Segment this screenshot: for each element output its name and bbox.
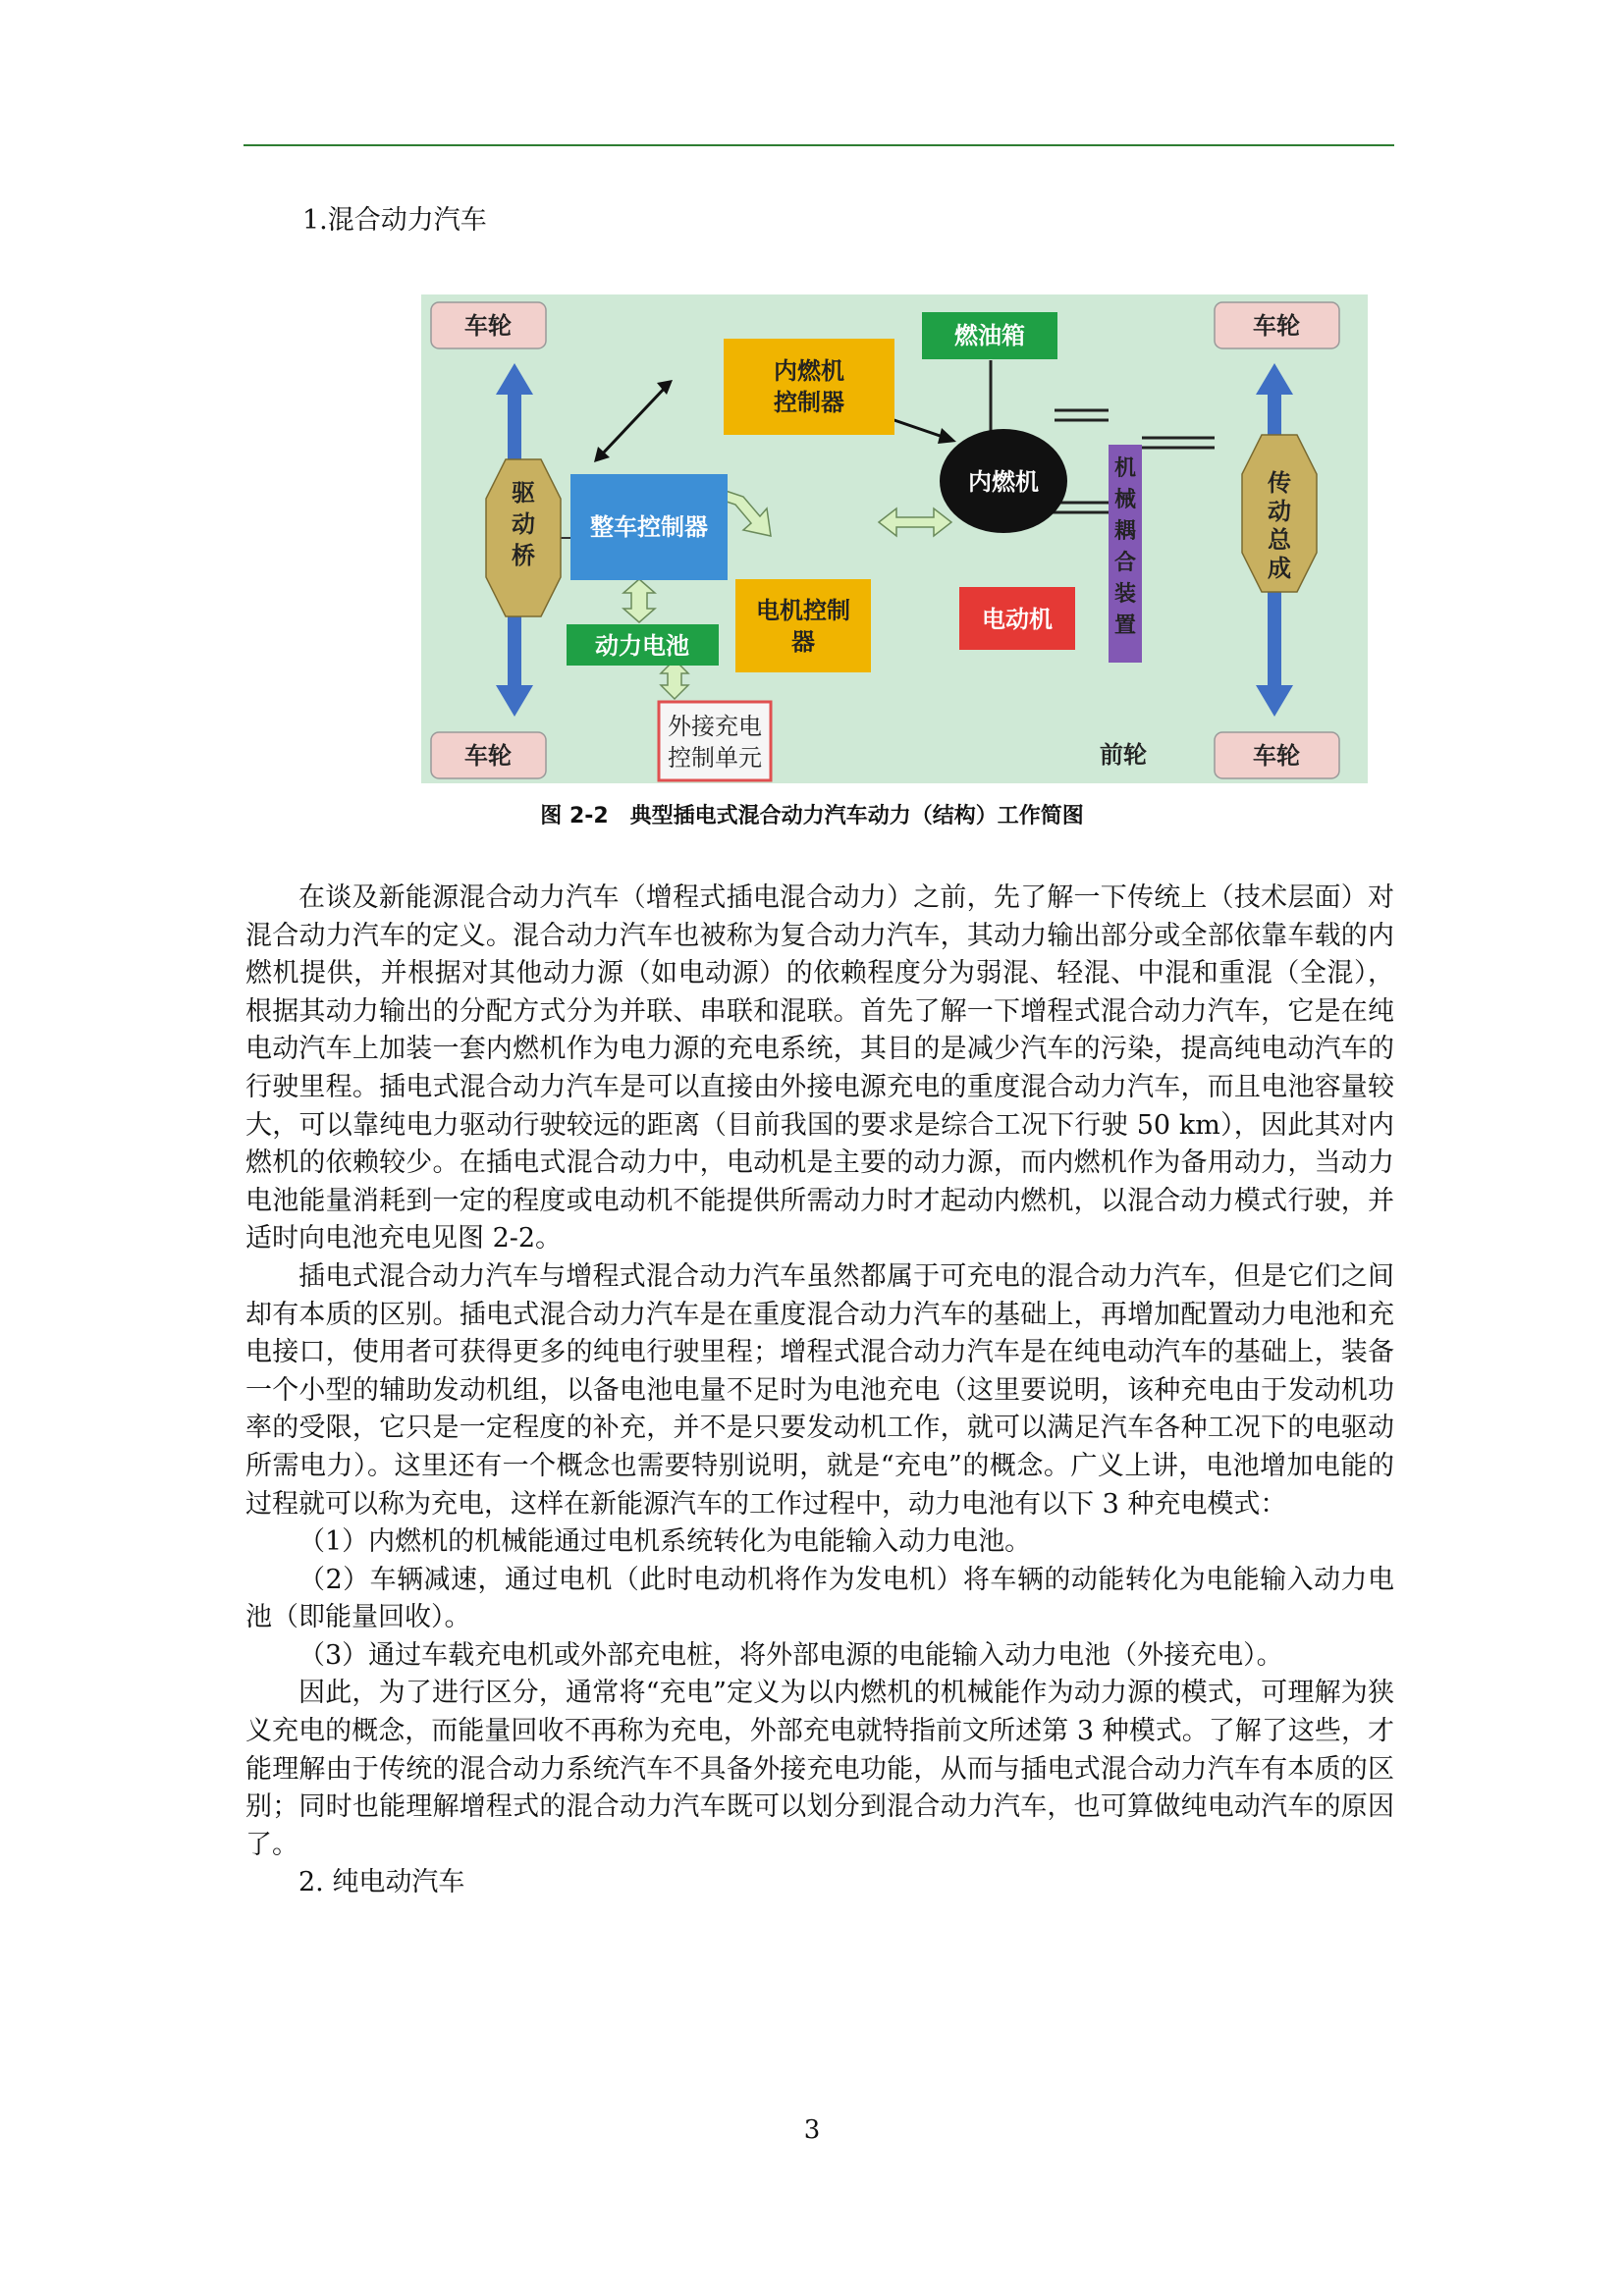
- wheel-bottom-left-label: 车轮: [464, 742, 512, 770]
- motor-controller-box: [735, 579, 871, 672]
- coupling-char-2: 械: [1113, 488, 1137, 512]
- figure-caption: 图 2-2 典型插电式混合动力汽车动力（结构）工作简图: [540, 804, 1084, 828]
- external-charge-label-2: 控制单元: [668, 744, 762, 772]
- subsection-heading: 2. 纯电动汽车: [298, 1867, 465, 1898]
- coupling-char-1: 机: [1113, 456, 1137, 481]
- transmission-char-3: 总: [1268, 526, 1291, 554]
- header-rule: [244, 144, 1394, 146]
- page-number: 3: [803, 2115, 821, 2145]
- ice-controller-label-1: 内燃机: [774, 357, 844, 385]
- vehicle-controller-label: 整车控制器: [590, 513, 708, 541]
- powertrain-diagram: [421, 294, 1368, 783]
- motor-controller-label-2: 器: [791, 628, 815, 656]
- ice-controller-label-2: 控制器: [774, 389, 844, 416]
- list-item: （1）内燃机的机械能通过电机系统转化为电能输入动力电池。: [298, 1526, 1032, 1558]
- transmission-char-2: 动: [1268, 498, 1291, 525]
- ice-label: 内燃机: [968, 468, 1039, 496]
- paragraph: 插电式混合动力汽车与增程式混合动力汽车虽然都属于可充电的混合动力汽车，但是它们之间却有本质的区别。插电式混合动力汽车是在重度混合动力汽车的基础上，再增加配置动力电池和充电接口，使用者可获得更多的纯电行驶里程；增程式混合动力汽车是在纯电动汽车的基础上，装备一个小型的辅助发动机组，以备电池电量不足时为电池充电（这里要说明，该种充电由于发动机功率的受限，它只是一定程度的补充，并不是只要发动机工作，就可以满足汽车各种工况下的电驱动所需电力）。这里还有一个概念也需要特别说明，就是“充电”的概念。广义上讲，电池增加电能的过程就可以称为充电，这样在新能源汽车的工作过程中，动力电池有以下 3 种充电模式：: [245, 1260, 1394, 1520]
- coupling-char-6: 置: [1113, 614, 1137, 638]
- coupling-char-4: 合: [1113, 551, 1137, 575]
- list-item: （3）通过车载充电机或外部充电桩，将外部电源的电能输入动力电池（外接充电）。: [298, 1639, 1283, 1671]
- drive-axle-char-1: 驱: [512, 479, 535, 507]
- battery-controller-arrow: [623, 579, 655, 622]
- wheel-top-right-label: 车轮: [1253, 312, 1300, 340]
- front-wheel-label: 前轮: [1100, 741, 1147, 769]
- battery-label: 动力电池: [595, 632, 689, 660]
- drive-axle-char-3: 桥: [512, 542, 535, 569]
- paragraph: 因此，为了进行区分，通常将“充电”定义为以内燃机的机械能作为动力源的模式，可理解为狭义充电的概念，而能量回收不再称为充电，外部充电就特指前文所述第 3 种模式。了解了这些，才能理解由于传统的混合动力系统汽车不具备外接充电功能，从而与插电式混合动力汽车有本质的区别；同时也能理解增程式的混合动力汽车既可以划分到混合动力汽车，也可算做纯电动汽车的原因了。: [245, 1678, 1394, 1860]
- wheel-top-left-label: 车轮: [464, 312, 512, 340]
- motor-label: 电动机: [982, 606, 1053, 633]
- section-heading: 1.混合动力汽车: [302, 205, 487, 236]
- drive-axle-char-2: 动: [512, 510, 535, 538]
- paragraph: 在谈及新能源混合动力汽车（增程式插电混合动力）之前，先了解一下传统上（技术层面）对混合动力汽车的定义。混合动力汽车也被称为复合动力汽车，其动力输出部分或全部依靠车载的内燃机提供，并根据对其他动力源（如电动源）的依赖程度分为弱混、轻混、中混和重混（全混），根据其动力输出的分配方式分为并联、串联和混联。首先了解一下增程式混合动力汽车，它是在纯电动汽车上加装一套内燃机作为电力源的充电系统，其目的是减少汽车的污染，提高纯电动汽车的行驶里程。插电式混合动力汽车是可以直接由外接电源充电的重度混合动力汽车，而且电池容量较大，可以靠纯电力驱动行驶较远的距离（目前我国的要求是综合工况下行驶 50 km），因此其对内燃机的依赖较少。在插电式混合动力中，电动机是主要的动力源，而内燃机作为备用动力，当动力电池能量消耗到一定的程度或电动机不能提供所需动力时才起动内燃机，以混合动力模式行驶，并适时向电池充电见图 2-2。: [245, 882, 1394, 1255]
- fuel-tank-label: 燃油箱: [954, 322, 1025, 349]
- body-text: [245, 880, 1394, 1902]
- ice-controller-box: [724, 339, 894, 435]
- transmission-char-4: 成: [1268, 555, 1291, 582]
- coupling-char-3: 耦: [1113, 519, 1137, 544]
- coupling-char-5: 装: [1113, 582, 1137, 607]
- motor-controller-label-1: 电机控制: [756, 597, 850, 624]
- wheel-bottom-right-label: 车轮: [1253, 742, 1300, 770]
- transmission-char-1: 传: [1268, 469, 1291, 497]
- motor-link-arrow: [879, 508, 951, 536]
- list-item: （2）车辆减速，通过电机（此时电动机将作为发电机）将车辆的动能转化为电能输入动力电池（即能量回收）。: [245, 1564, 1394, 1633]
- external-charge-label-1: 外接充电: [668, 713, 762, 740]
